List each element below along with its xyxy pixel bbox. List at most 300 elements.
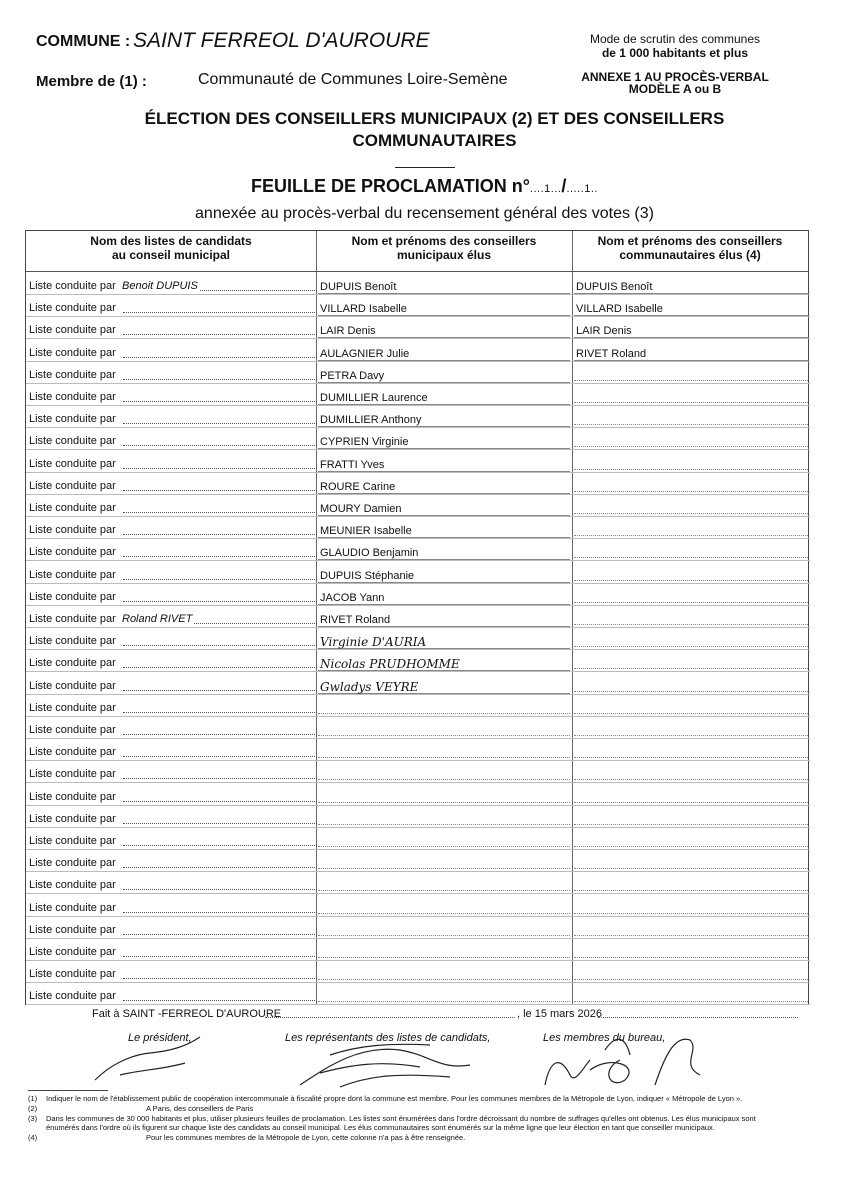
dotted-fill [123, 490, 317, 491]
row-label: Liste conduite par [29, 790, 116, 803]
entry-line [574, 535, 808, 536]
cell-communautaire [574, 805, 808, 827]
title-separator [395, 167, 455, 168]
entry-line [574, 913, 808, 914]
dotted-fill [123, 756, 317, 757]
footnote-text: A Paris, des conseillers de Paris [146, 1104, 254, 1113]
col-header-communautaires-l1: Nom et prénoms des conseillers [597, 234, 783, 248]
entry-line [574, 469, 808, 470]
col-header-municipaux-l2: municipaux élus [396, 248, 492, 262]
cell-communautaire [574, 938, 808, 960]
row-label: Liste conduite par [29, 280, 116, 292]
row-label: Liste conduite par [29, 368, 116, 381]
dotted-fill [123, 778, 317, 779]
footnote [28, 1104, 788, 1113]
cell-communautaire [574, 694, 808, 716]
table-row [26, 694, 810, 716]
cell-liste [29, 649, 317, 671]
cell-liste [29, 805, 317, 827]
entry-line [574, 691, 808, 692]
entry-line [318, 779, 570, 780]
row-label: Liste conduite par [29, 923, 116, 936]
footnote [28, 1094, 788, 1103]
cell-liste [29, 960, 317, 982]
row-label: Liste conduite par [29, 724, 116, 736]
communautaire-elected-name: DUPUIS Benoît [576, 281, 653, 293]
municipal-elected-name: JACOB Yann [320, 591, 385, 604]
table-row [26, 561, 810, 583]
entry-line [574, 824, 808, 825]
footnote-number: (4) [28, 1133, 38, 1142]
table-row [26, 427, 810, 449]
cell-liste [29, 339, 317, 361]
entry-line [318, 757, 570, 758]
municipal-elected-name: GLAUDIO Benjamin [320, 547, 419, 560]
cell-liste [29, 450, 317, 472]
entry-line [574, 557, 808, 558]
table-row [26, 827, 810, 849]
cell-communautaire [574, 605, 808, 627]
dotted-fill [123, 334, 317, 335]
commune-label: COMMUNE : [36, 33, 131, 50]
row-label: Liste conduite par [29, 479, 116, 492]
dotted-fill [123, 978, 317, 979]
entry-line [318, 713, 570, 714]
cell-communautaire [574, 405, 808, 427]
municipal-elected-name: Gwladys VEYRE [320, 679, 419, 694]
cell-communautaire [574, 316, 808, 338]
dotted-fill [123, 312, 317, 313]
cell-municipal [318, 649, 570, 671]
entry-line [574, 491, 808, 492]
table-row [26, 894, 810, 916]
cell-communautaire [574, 716, 808, 738]
scrutin-mode [560, 32, 790, 60]
municipal-elected-name: FRATTI Yves [320, 458, 385, 471]
cell-liste [29, 672, 317, 694]
dotted-fill [123, 445, 317, 446]
cell-municipal [318, 694, 570, 716]
cell-liste [29, 383, 317, 405]
dotted-fill [123, 867, 317, 868]
cell-liste [29, 405, 317, 427]
cell-municipal [318, 272, 570, 294]
representants-label: Les représentants des listes de candidats, [285, 1032, 491, 1044]
entry-line [574, 380, 808, 381]
scrutin-line2: de 1 000 habitants et plus [601, 46, 749, 60]
cell-liste [29, 894, 317, 916]
cell-communautaire [574, 960, 808, 982]
cell-liste [29, 516, 317, 538]
row-label: Liste conduite par [29, 502, 116, 514]
membres-label: Les membres du bureau, [543, 1032, 666, 1044]
col-header-communautaires-l2: communautaires élus (4) [619, 248, 761, 262]
dotted-fill [123, 401, 317, 402]
list-leader: Benoit DUPUIS [122, 280, 198, 292]
cell-liste [29, 561, 317, 583]
president-signature [95, 1037, 200, 1080]
cell-municipal [318, 760, 570, 782]
cell-liste [29, 583, 317, 605]
entry-line [318, 890, 570, 891]
cell-municipal [318, 960, 570, 982]
municipal-elected-name: MOURY Damien [320, 503, 402, 515]
municipal-elected-name: LAIR Denis [320, 325, 376, 338]
entry-line [318, 824, 570, 825]
table-row [26, 339, 810, 361]
membre-signature-1 [545, 1060, 629, 1085]
entry-line [318, 957, 570, 958]
footnotes [28, 1094, 788, 1143]
annexe-block [560, 71, 790, 95]
cell-municipal [318, 871, 570, 893]
entry-line [574, 890, 808, 891]
row-label: Liste conduite par [29, 835, 116, 847]
col-header-listes [26, 231, 316, 271]
col-header-municipaux [316, 231, 572, 271]
cell-liste [29, 938, 317, 960]
cell-municipal [318, 805, 570, 827]
row-label: Liste conduite par [29, 590, 116, 603]
date-dots [598, 1017, 798, 1018]
dotted-fill [123, 534, 317, 535]
cell-municipal [318, 716, 570, 738]
entry-line [574, 713, 808, 714]
representant-signature-1 [300, 1049, 470, 1085]
table-row [26, 605, 810, 627]
entry-line [318, 935, 570, 936]
footnote-text: Indiquer le nom de l'établissement public de coopération intercommunale à fiscalité propre dont la commune est membre. Pour les communes membres de la Métropole de Lyon, indiquer « Métropole de Lyon ». [46, 1094, 743, 1103]
entry-line [318, 1001, 570, 1002]
membre-value: Communauté de Communes Loire-Semène [198, 71, 508, 88]
dotted-fill [123, 734, 317, 735]
col-header-listes-l1: Nom des listes de candidats [90, 234, 252, 248]
entry-line [574, 602, 808, 603]
entry-line [574, 668, 808, 669]
row-label: Liste conduite par [29, 391, 116, 403]
cell-communautaire [574, 982, 808, 1004]
cell-liste [29, 472, 317, 494]
table-row [26, 672, 810, 694]
cell-communautaire [574, 760, 808, 782]
row-label: Liste conduite par [29, 546, 116, 559]
cell-liste [29, 494, 317, 516]
dotted-fill [123, 468, 317, 469]
row-label: Liste conduite par [29, 746, 116, 759]
row-label: Liste conduite par [29, 812, 116, 825]
cell-communautaire [574, 427, 808, 449]
cell-communautaire [574, 494, 808, 516]
row-label: Liste conduite par [29, 302, 116, 315]
col-header-municipaux-l1: Nom et prénoms des conseillers [351, 234, 537, 248]
footnote [28, 1114, 788, 1132]
fait-a: Fait à SAINT -FERREOL D'AUROURE [92, 1008, 282, 1020]
row-label: Liste conduite par [29, 946, 116, 958]
dotted-fill [123, 601, 317, 602]
table-row [26, 627, 810, 649]
cell-liste [29, 916, 317, 938]
cell-liste [29, 627, 317, 649]
municipal-elected-name: MEUNIER Isabelle [320, 525, 412, 538]
election-line1: ÉLECTION DES CONSEILLERS MUNICIPAUX (2) ET DES CONSEILLERS [144, 109, 725, 128]
dotted-fill [123, 556, 317, 557]
cell-communautaire [574, 472, 808, 494]
table-row [26, 294, 810, 316]
row-label: Liste conduite par [29, 568, 116, 581]
entry-line [574, 580, 808, 581]
cell-communautaire [574, 383, 808, 405]
cell-municipal [318, 316, 570, 338]
municipal-elected-name: Virginie D'AURIA [320, 635, 427, 650]
dotted-fill [123, 690, 317, 691]
cell-municipal [318, 849, 570, 871]
cell-communautaire [574, 272, 808, 294]
entry-line [574, 802, 808, 803]
feuille-total: .....1.. [566, 183, 598, 195]
row-label: Liste conduite par [29, 435, 116, 448]
cell-municipal [318, 627, 570, 649]
entry-line [318, 979, 570, 980]
dotted-fill [123, 579, 317, 580]
entry-line [318, 913, 570, 914]
dotted-fill [123, 912, 317, 913]
annexe-line1: ANNEXE 1 AU PROCÈS-VERBAL [581, 70, 769, 84]
row-label: Liste conduite par [29, 524, 116, 537]
table-row [26, 516, 810, 538]
municipal-elected-name: CYPRIEN Virginie [320, 436, 409, 449]
cell-liste [29, 760, 317, 782]
cell-communautaire [574, 783, 808, 805]
cell-municipal [318, 827, 570, 849]
entry-line [574, 1001, 808, 1002]
municipal-elected-name: Nicolas PRUDHOMME [320, 657, 460, 672]
cell-communautaire [574, 849, 808, 871]
row-label: Liste conduite par [29, 635, 116, 648]
cell-liste [29, 982, 317, 1004]
cell-municipal [318, 538, 570, 560]
table-row [26, 849, 810, 871]
table-row [26, 716, 810, 738]
entry-line [574, 979, 808, 980]
footnote [28, 1133, 788, 1142]
table-row [26, 916, 810, 938]
cell-municipal [318, 361, 570, 383]
table-row [26, 272, 810, 294]
row-label: Liste conduite par [29, 413, 116, 426]
row-label: Liste conduite par [29, 679, 116, 692]
table-row [26, 938, 810, 960]
cell-municipal [318, 982, 570, 1004]
cell-municipal [318, 294, 570, 316]
entry-line [318, 735, 570, 736]
cell-liste [29, 716, 317, 738]
dotted-fill [123, 889, 317, 890]
communautaire-elected-name: VILLARD Isabelle [576, 303, 663, 316]
cell-communautaire [574, 583, 808, 605]
communautaire-elected-name: RIVET Roland [576, 347, 647, 360]
representant-signature-2 [330, 1044, 450, 1087]
cell-municipal [318, 916, 570, 938]
row-label: Liste conduite par [29, 657, 116, 670]
row-label: Liste conduite par [29, 990, 116, 1003]
cell-liste [29, 694, 317, 716]
entry-line [574, 846, 808, 847]
row-label: Liste conduite par [29, 701, 116, 714]
dotted-fill [123, 845, 317, 846]
election-line2: COMMUNAUTAIRES [352, 131, 517, 150]
membre-signature-2 [605, 1039, 700, 1085]
municipal-elected-name: VILLARD Isabelle [320, 303, 407, 316]
table-row [26, 450, 810, 472]
cell-liste [29, 427, 317, 449]
row-label: Liste conduite par [29, 457, 116, 470]
cell-communautaire [574, 871, 808, 893]
election-title [60, 108, 809, 152]
dotted-fill [123, 1000, 317, 1001]
cell-municipal [318, 938, 570, 960]
fait-dots [265, 1017, 515, 1018]
dotted-fill [123, 712, 317, 713]
feuille-title-text: FEUILLE DE PROCLAMATION n° [251, 176, 530, 196]
row-label: Liste conduite par [29, 768, 116, 781]
entry-line [574, 735, 808, 736]
cell-communautaire [574, 627, 808, 649]
municipal-elected-name: PETRA Davy [320, 369, 385, 382]
dotted-fill [123, 667, 317, 668]
feuille-number: ....1... [529, 183, 562, 195]
cell-liste [29, 272, 317, 294]
table-row [26, 538, 810, 560]
cell-liste [29, 538, 317, 560]
table-row [26, 361, 810, 383]
entry-line [574, 868, 808, 869]
municipal-elected-name: ROURE Carine [320, 480, 396, 493]
proclamation-table [25, 230, 809, 1005]
cell-municipal [318, 383, 570, 405]
table-row [26, 405, 810, 427]
footnote-text: Pour les communes membres de la Métropole de Lyon, cette colonne n'a pas à être renseignée. [146, 1133, 466, 1142]
entry-line [574, 513, 808, 514]
entry-line [318, 802, 570, 803]
municipal-elected-name: DUMILLIER Laurence [320, 392, 428, 404]
cell-municipal [318, 450, 570, 472]
cell-communautaire [574, 894, 808, 916]
dotted-fill [123, 645, 317, 646]
commune-name: SAINT FERREOL D'AUROURE [133, 29, 430, 52]
cell-liste [29, 605, 317, 627]
cell-communautaire [574, 738, 808, 760]
municipal-elected-name: DUMILLIER Anthony [320, 414, 422, 427]
dotted-fill [123, 423, 317, 424]
cell-liste [29, 361, 317, 383]
row-label: Liste conduite par [29, 613, 116, 625]
entry-line [574, 446, 808, 447]
cell-municipal [318, 605, 570, 627]
signatures [0, 1025, 849, 1095]
table-row [26, 472, 810, 494]
dotted-fill [123, 801, 317, 802]
row-label: Liste conduite par [29, 879, 116, 892]
dotted-fill [123, 512, 317, 513]
municipal-elected-name: DUPUIS Benoît [320, 281, 397, 293]
entry-line [574, 646, 808, 647]
row-label: Liste conduite par [29, 968, 116, 981]
cell-municipal [318, 672, 570, 694]
cell-communautaire [574, 538, 808, 560]
cell-municipal [318, 738, 570, 760]
entry-line [574, 935, 808, 936]
table-row [26, 583, 810, 605]
col-header-listes-l2: au conseil municipal [111, 248, 231, 262]
table-row [26, 871, 810, 893]
cell-municipal [318, 427, 570, 449]
feuille-slash: / [561, 176, 567, 196]
cell-liste [29, 871, 317, 893]
row-label: Liste conduite par [29, 857, 116, 870]
dotted-fill [123, 823, 317, 824]
table-row [26, 805, 810, 827]
cell-municipal [318, 339, 570, 361]
table-row [26, 383, 810, 405]
entry-line [574, 779, 808, 780]
table-row [26, 982, 810, 1004]
dotted-fill [123, 934, 317, 935]
cell-liste [29, 849, 317, 871]
cell-liste [29, 294, 317, 316]
table-row [26, 649, 810, 671]
cell-liste [29, 738, 317, 760]
table-row [26, 494, 810, 516]
cell-communautaire [574, 294, 808, 316]
cell-municipal [318, 561, 570, 583]
cell-communautaire [574, 916, 808, 938]
cell-municipal [318, 783, 570, 805]
cell-communautaire [574, 561, 808, 583]
row-divider [26, 1004, 810, 1005]
cell-communautaire [574, 827, 808, 849]
footnote-rule [28, 1090, 108, 1091]
table-row [26, 960, 810, 982]
entry-line [574, 957, 808, 958]
cell-communautaire [574, 361, 808, 383]
row-label: Liste conduite par [29, 346, 116, 359]
entry-line [574, 402, 808, 403]
col-header-communautaires [572, 231, 808, 271]
cell-communautaire [574, 672, 808, 694]
annexee-subtitle: annexée au procès-verbal du recensement général des votes (3) [195, 205, 654, 222]
cell-municipal [318, 494, 570, 516]
table-row [26, 760, 810, 782]
entry-line [574, 424, 808, 425]
municipal-elected-name: AULAGNIER Julie [320, 347, 410, 360]
municipal-elected-name: RIVET Roland [320, 614, 391, 626]
membre-label: Membre de (1) : [36, 73, 147, 90]
cell-municipal [318, 405, 570, 427]
row-label: Liste conduite par [29, 901, 116, 914]
cell-municipal [318, 516, 570, 538]
footnote-number: (1) [28, 1094, 38, 1103]
list-leader: Roland RIVET [122, 613, 193, 625]
cell-municipal [318, 583, 570, 605]
annexe-line2: MODÈLE A ou B [628, 82, 722, 96]
cell-liste [29, 783, 317, 805]
entry-line [318, 868, 570, 869]
entry-line [574, 757, 808, 758]
table-row [26, 738, 810, 760]
cell-communautaire [574, 339, 808, 361]
footnote-number: (2) [28, 1104, 38, 1113]
dotted-fill [123, 379, 317, 380]
